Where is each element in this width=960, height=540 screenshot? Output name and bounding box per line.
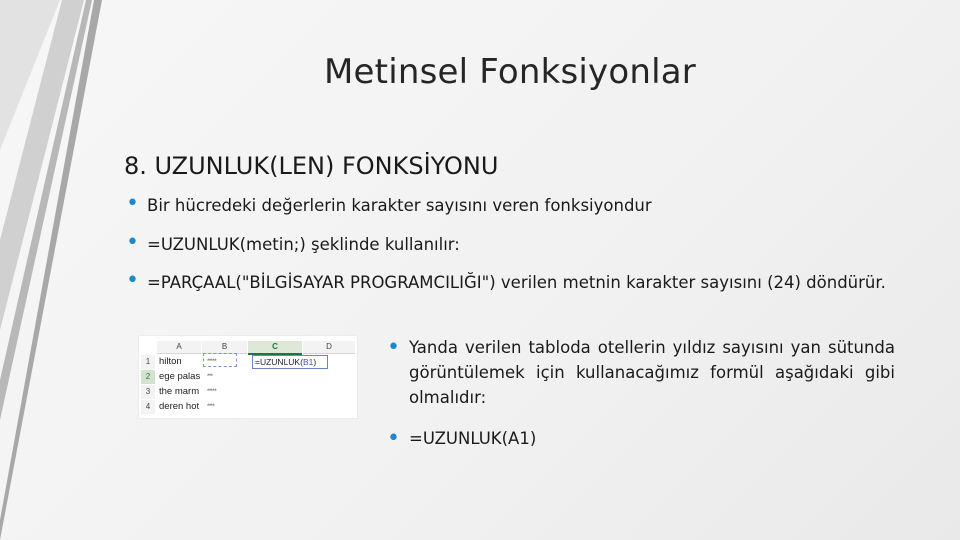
bullet-icon: •	[126, 268, 139, 293]
bullet-item	[387, 335, 895, 410]
cell-hotel-name: hilton	[159, 356, 182, 367]
slide-title: Metinsel Fonksiyonlar	[324, 52, 696, 92]
formula-prefix: =UZUNLUK(	[255, 357, 303, 367]
cell-hotel-name: deren hot	[159, 401, 200, 412]
column-header-a: A	[157, 341, 201, 354]
formula-suffix: )	[313, 357, 317, 367]
formula-cell	[252, 355, 328, 369]
section-heading: 8. UZUNLUK(LEN) FONKSİYONU	[124, 152, 499, 180]
row-header: 3	[141, 385, 155, 399]
row-header: 2	[141, 370, 155, 384]
bullet-item	[126, 268, 907, 295]
cell-stars: *****	[207, 359, 217, 365]
bullet-icon: •	[126, 230, 139, 255]
formula-reference: B1	[302, 357, 314, 367]
bullet-text: =UZUNLUK(A1)	[409, 429, 537, 448]
column-header-b: B	[202, 341, 247, 354]
row-header: 1	[141, 355, 155, 369]
spreadsheet-image	[139, 336, 357, 418]
bullet-text: Yanda verilen tabloda otellerin yıldız sayısını yan sütunda görüntülemek için kullanacağımız formül aşağıdaki gibi olmalıdır:	[409, 338, 895, 407]
cell-stars: ****	[207, 404, 215, 410]
bullet-text: =PARÇAAL("BİLGİSAYAR PROGRAMCILIĞI") verilen metnin karakter sayısını (24) döndürür.	[147, 273, 886, 292]
bullet-text: =UZUNLUK(metin;) şeklinde kullanılır:	[147, 235, 460, 254]
cell-hotel-name: the marm	[159, 386, 200, 397]
bullet-item	[126, 191, 652, 218]
bullet-item	[126, 230, 460, 257]
cell-stars: ***	[207, 374, 213, 380]
bullet-icon: •	[126, 191, 139, 216]
bullet-icon: •	[387, 335, 400, 360]
row-header: 4	[141, 400, 155, 414]
cell-hotel-name: ege palas	[159, 371, 201, 382]
column-header-d: D	[303, 341, 355, 354]
column-header-c: C	[248, 341, 302, 355]
cell-stars: *****	[207, 389, 217, 395]
bullet-icon: •	[387, 426, 400, 451]
bullet-item	[387, 426, 537, 451]
bullet-text: Bir hücredeki değerlerin karakter sayısını veren fonksiyondur	[147, 196, 652, 215]
